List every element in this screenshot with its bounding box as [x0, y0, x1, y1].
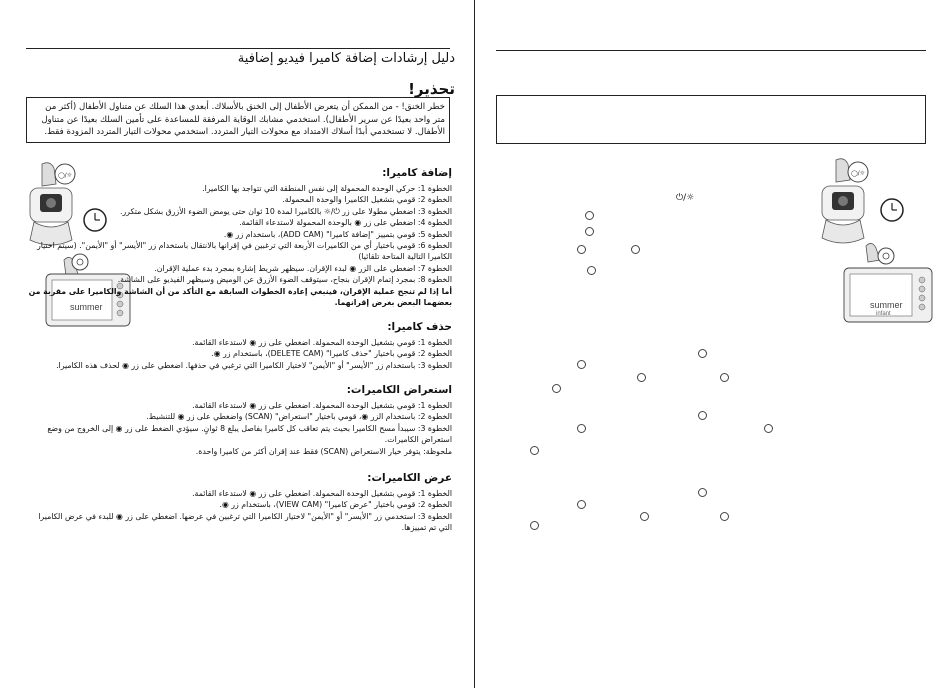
scan-note: ملحوظة: يتوفر خيار الاستعراض (SCAN) فقط عند إقران أكثر من كاميرا واحدة. [195, 446, 452, 456]
right-button-icon [720, 512, 729, 521]
svg-text:◯/☼: ◯/☼ [850, 170, 866, 177]
menu-button-icon [698, 349, 707, 358]
step-item: الخطوة 1: قومي بتشغيل الوحدة المحمولة. اضغطي على زر ◉ لاستدعاء القائمة. [192, 489, 452, 498]
select-button-icon [530, 446, 539, 455]
monitor-logo-sub-right: infant [876, 311, 891, 317]
step-item: الخطوة 5: قومي بتمييز "إضافة كاميرا" (ADD CAM)، باستخدام زر ◉. [223, 229, 452, 239]
left-button-icon [577, 245, 586, 254]
monitor-logo: summer [70, 302, 103, 312]
add-camera-section [27, 167, 452, 308]
step-item: الخطوة 3: سيبدأ مسح الكاميرا بحيث يتم تعاقب كل كاميرا بفاصل يبلغ 8 ثوانٍ. سيؤدي الضغط على زر ◉ إلى الخروج من وضع استعراض الكاميرات. [47, 423, 452, 445]
select-button-icon [530, 521, 539, 530]
step-item: الخطوة 2: قومي باختيار "عرض كاميرا" (VIEW CAM)، باستخدام زر ◉. [219, 500, 452, 510]
scan-cameras-section [27, 384, 452, 457]
menu-button-icon [698, 488, 707, 497]
page-title: دليل إرشادات إضافة كاميرا فيديو إضافية [237, 51, 455, 66]
view-cameras-section [27, 472, 452, 534]
scan-cameras-title: استعراض الكاميرات: [346, 384, 452, 396]
step-item: الخطوة 3: اضغطي مطولا على زر ⏻/☼ بالكاميرا لمدة 10 ثوان حتى يومض الضوء الأزرق بشكل متكرر. [119, 206, 452, 216]
select-button-icon [577, 424, 586, 433]
warning-box [26, 97, 450, 143]
step-item: الخطوة 7: اضغطي على الزر ◉ لبدء الإقران. سيظهر شريط إشارة بمجرد بدء عملية الإقران. [154, 263, 452, 273]
step-item: الخطوة 1: حركي الوحدة المحمولة إلى نفس المنطقة التي تتواجد بها الكاميرا. [202, 184, 452, 193]
step-item: الخطوة 3: باستخدام زر "الأيسر" أو "الأيمن" لاختيار الكاميرا التي ترغبي في حذفها. اضغطي على زر ◉ لحذف هذه الكاميرا. [56, 360, 452, 370]
step-item: الخطوة 1: قومي بتشغيل الوحدة المحمولة. اضغطي على زر ◉ لاستدعاء القائمة. [192, 401, 452, 410]
menu-button-icon [698, 411, 707, 420]
menu-button-icon [585, 211, 594, 220]
select-button-icon [552, 384, 561, 393]
delete-camera-section [27, 321, 452, 371]
right-button-icon [720, 373, 729, 382]
add-camera-title: إضافة كاميرا: [382, 167, 452, 179]
warning-text: خطر الخنق! - من الممكن أن يتعرض الأطفال إلى الخنق بالأسلاك. أبعدي هذا السلك عن متناول الأطفال (أكثر من متر واحد بعيدًا عن سرير الأطفال). استخدمي مشابك الوقاية المرفقة للمساعدة على تأمين السلك بعيدًا عن متناول الأطفال. لا تستخدمي أبدًا أسلاك الامتداد مع محولات التيار المتردد. استخدمي محولات التيار المتردد المزودة فقط. [41, 102, 445, 137]
step-item: الخطوة 2: باستخدام الزر ◉، قومي باختيار "استعراض" (SCAN) واضغطي على زر ◉ للتنشيط. [146, 412, 452, 422]
menu-button-icon [585, 227, 594, 236]
power-symbol: ⏻/☼ [676, 193, 695, 203]
select-button-icon [577, 500, 586, 509]
step-item: الخطوة 2: قومي باختيار "حذف كاميرا" (DELETE CAM)، باستخدام زر ◉. [211, 349, 452, 359]
step-item: الخطوة 6: قومي باختيار أي من الكاميرات الأربعة التي ترغبين في إقرانها بالانتقال باستخدام زر "الأيسر" أو "الأيمن". (سيتم اختيار الكاميرا التالية المتاحة تلقائيا) [36, 241, 452, 262]
left-button-icon [637, 373, 646, 382]
select-button-icon [577, 360, 586, 369]
view-cameras-title: عرض الكاميرات: [367, 472, 452, 484]
page-spine [474, 0, 475, 688]
step-item: الخطوة 8: بمجرد إتمام الإقران بنجاح، سيتوقف الضوء الأزرق عن الوميض وسيظهر الفيديو على الشاشة. [117, 275, 452, 285]
right-button-icon [631, 245, 640, 254]
step-item: الخطوة 2: قومي بتشغيل الكاميرا والوحدة المحمولة. [282, 195, 452, 205]
step-item: الخطوة 4: اضغطي على زر ◉ بالوحدة المحمولة لاستدعاء القائمة. [239, 218, 452, 228]
left-button-icon [640, 512, 649, 521]
warning-title: تحذير! [408, 80, 455, 98]
svg-text:◯/☼: ◯/☼ [57, 172, 73, 179]
step-item: الخطوة 1: قومي بتشغيل الوحدة المحمولة. اضغطي على زر ◉ لاستدعاء القائمة. [192, 338, 452, 347]
right-button-icon [764, 424, 773, 433]
header-rule [26, 48, 450, 49]
pairing-tip: أما إذا لم تنجح عملية الإقران، فينبغي إعادة الخطوات السابقة مع التأكد من أن الشاشة والكاميرا على مقربة من بعضهما البعض بغرض إقرانهما. [28, 286, 452, 308]
select-button-icon [587, 266, 596, 275]
header-rule-right [496, 50, 926, 51]
monitor-logo-right: summer [870, 300, 903, 310]
step-item: الخطوة 3: استخدمي زر "الأيسر" أو "الأيمن" لاختيار الكاميرا التي ترغبين في عرضها. اضغطي على زر ◉ للبدء في عرض الكاميرا التي تم تمييزها. [38, 511, 452, 533]
delete-camera-title: حذف كاميرا: [387, 321, 452, 333]
warning-box-right [496, 95, 926, 144]
